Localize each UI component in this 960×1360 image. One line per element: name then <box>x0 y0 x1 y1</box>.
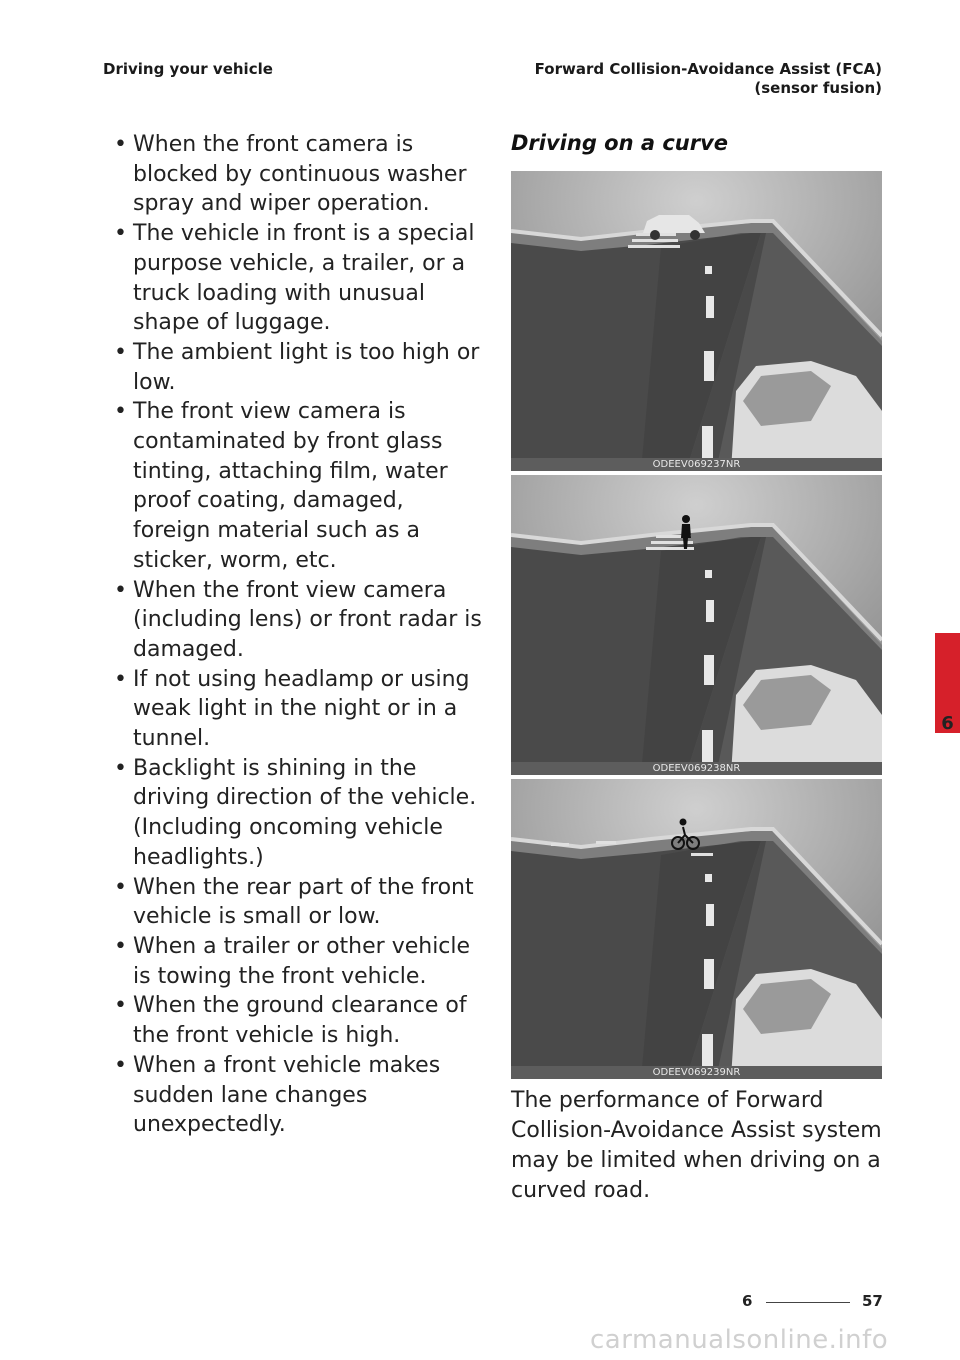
list-item: • When the front camera is blocked by continuous washer spray and wiper operation. <box>114 132 467 217</box>
list-item: • The front view camera is contaminated by front glass tinting, attaching film, water proof coating, damaged, foreign material such as a sticker, worm, etc. <box>114 399 448 573</box>
figure-code: ODEEV069237NR <box>511 458 882 471</box>
list-item-text: Backlight is shining in the driving direction of the vehicle. (Including oncoming vehicle headlights.) <box>133 755 477 870</box>
list-item-text: When a front vehicle makes sudden lane changes unexpectedly. <box>133 1052 441 1138</box>
list-item-text: When the ground clearance of the front vehicle is high. <box>133 993 467 1049</box>
chapter-tab-number: 6 <box>941 713 954 734</box>
list-item: • When a front vehicle makes sudden lane changes unexpectedly. <box>114 1052 441 1138</box>
list-item: • The vehicle in front is a special purpose vehicle, a trailer, or a truck loading with unusual shape of luggage. <box>114 221 475 336</box>
footer-section-number: 6 <box>742 1292 753 1310</box>
page-number: 57 <box>862 1292 883 1310</box>
figure-curve-car <box>511 171 882 471</box>
list-item-text: When the front view camera (including lens) or front radar is damaged. <box>133 577 482 662</box>
section-heading: Driving on a curve <box>511 131 729 155</box>
header-topic-title: Forward Collision-Avoidance Assist (FCA) (sensor fusion) <box>534 60 882 97</box>
curve-road-illustration <box>511 475 882 775</box>
watermark: carmanualsonline.info <box>590 1325 889 1355</box>
list-item-text: The ambient light is too high or low. <box>133 339 480 395</box>
curve-road-illustration <box>511 171 882 471</box>
figure-curve-pedestrian <box>511 475 882 775</box>
list-item: • The ambient light is too high or low. <box>114 339 480 395</box>
curve-road-illustration <box>511 779 882 1079</box>
header-section-title: Driving your vehicle <box>103 60 273 78</box>
list-item-text: The vehicle in front is a special purpose vehicle, a trailer, or a truck loading with unusual shape of luggage. <box>133 221 475 336</box>
list-item-text: When the front camera is blocked by continuous washer spray and wiper operation. <box>133 132 467 217</box>
list-item: • When the ground clearance of the front vehicle is high. <box>114 993 467 1049</box>
list-item: • Backlight is shining in the driving direction of the vehicle. (Including oncoming vehicle headlights.) <box>114 755 477 870</box>
list-item: • When the rear part of the front vehicle is small or low. <box>114 874 474 930</box>
footer-divider <box>766 1302 850 1303</box>
list-item: • If not using headlamp or using weak light in the night or in a tunnel. <box>114 666 470 752</box>
figure-code: ODEEV069238NR <box>511 762 882 775</box>
figure-curve-cyclist <box>511 779 882 1079</box>
list-item: • When the front view camera (including lens) or front radar is damaged. <box>114 577 482 662</box>
list-item-text: The front view camera is contaminated by front glass tinting, attaching film, water proof coating, damaged, foreign material such as a sticker, worm, etc. <box>133 399 448 573</box>
list-item: • When a trailer or other vehicle is towing the front vehicle. <box>114 933 471 989</box>
list-item-text: When a trailer or other vehicle is towing the front vehicle. <box>133 933 471 989</box>
list-item-text: If not using headlamp or using weak light in the night or in a tunnel. <box>133 666 470 752</box>
list-item-text: When the rear part of the front vehicle is small or low. <box>133 874 474 930</box>
limitation-list <box>103 130 483 1140</box>
curve-paragraph: The performance of Forward Collision-Avoidance Assist system may be limited when driving on a curved road. <box>511 1088 882 1203</box>
figure-code: ODEEV069239NR <box>511 1066 882 1079</box>
